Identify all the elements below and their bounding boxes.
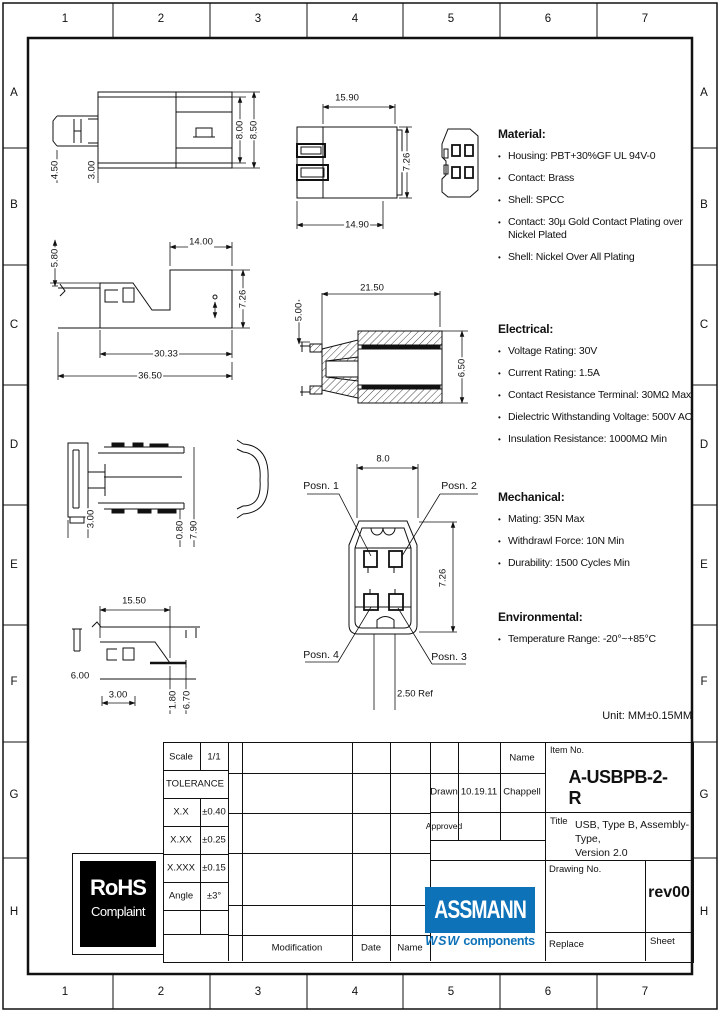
bullet: •: [498, 413, 501, 422]
dim-label: 7.26: [401, 152, 413, 172]
wsw-text: WSW: [425, 934, 461, 948]
spec-item: • Contact Resistance Terminal: 30MΩ Max: [498, 389, 691, 401]
bullet: •: [498, 391, 501, 400]
mechanical-heading: Mechanical:: [498, 490, 565, 504]
dim-label: 8.0: [376, 453, 390, 465]
sheet-label: Sheet: [650, 936, 675, 947]
grid-col-label: 6: [544, 986, 552, 998]
title-label: Title: [550, 816, 568, 827]
grid-row-label: F: [700, 676, 708, 688]
name-header: Name: [509, 752, 535, 764]
spec-item: • Current Rating: 1.5A: [498, 367, 600, 379]
grid-row-label: C: [699, 319, 709, 331]
grid-row-label: A: [700, 87, 708, 99]
assmann-tagline: [419, 934, 541, 948]
spec-item: • Dielectric Withstanding Voltage: 500V AC: [498, 411, 693, 423]
spec-item: • Temperature Range: -20°~+85°C: [498, 633, 656, 645]
material-heading: Material:: [498, 127, 546, 141]
spec-item: • Mating: 35N Max: [498, 513, 585, 525]
bullet: •: [498, 253, 501, 262]
grid-col-label: 5: [447, 13, 455, 25]
bullet: •: [498, 174, 501, 183]
grid-col-label: 7: [641, 13, 649, 25]
bullet: •: [498, 152, 501, 161]
dim-label: 7.26: [237, 289, 249, 309]
bullet: •: [498, 635, 501, 644]
spec-item: • Contact: Brass: [498, 172, 575, 184]
dim-label: 21.50: [360, 282, 384, 294]
tol-value: ±0.25: [202, 834, 226, 846]
grid-row-label: B: [10, 199, 18, 211]
date-label: Date: [360, 942, 382, 954]
dim-label: 2.50 Ref: [397, 688, 433, 700]
dim-label: 5.00: [293, 302, 305, 322]
replace-label: Replace: [549, 939, 584, 950]
grid-row-label: C: [9, 319, 19, 331]
approved-label: Approved: [425, 821, 463, 831]
dim-label: 15.90: [335, 92, 359, 104]
revision-value: rev00: [648, 884, 690, 901]
dim-label: 30.33: [154, 348, 178, 360]
grid-row-label: G: [699, 789, 709, 801]
grid-col-label: 6: [544, 13, 552, 25]
grid-col-label: 1: [61, 986, 69, 998]
components-text: components: [463, 934, 535, 948]
item-no-label: Item No.: [550, 745, 585, 755]
dim-label: 4.50: [49, 160, 61, 180]
grid-row-label: E: [700, 559, 708, 571]
dim-label: 3.00: [108, 689, 128, 701]
unit-note: Unit: MM±0.15MM: [602, 710, 692, 722]
grid-col-label: 2: [157, 13, 165, 25]
spec-item: • Insulation Resistance: 1000MΩ Min: [498, 433, 667, 445]
item-no-value: A-USBPB-2-R: [568, 767, 668, 808]
dim-label: 36.50: [138, 370, 162, 382]
spec-item: • Shell: SPCC: [498, 194, 565, 206]
bullet: •: [498, 435, 501, 444]
grid-col-label: 3: [254, 986, 262, 998]
grid-col-label: 4: [351, 986, 359, 998]
bullet: •: [498, 515, 501, 524]
dim-label: 5.80: [49, 248, 61, 268]
dim-label: 15.50: [122, 595, 146, 607]
grid-row-label: A: [10, 87, 18, 99]
assmann-logo-text: ASSMANN: [434, 895, 526, 924]
grid-row-label: D: [699, 439, 709, 451]
mechanical-specs: [498, 490, 700, 579]
dim-label: 14.90: [345, 219, 369, 231]
environmental-heading: Environmental:: [498, 610, 583, 624]
bullet: •: [498, 559, 501, 568]
view-retaining-clip: [237, 440, 268, 518]
grid-row-label: H: [9, 906, 19, 918]
dim-label: 3.00: [86, 160, 98, 180]
posn-4-label: Posn. 4: [303, 649, 339, 661]
drawing-title: [575, 818, 691, 860]
grid-row-label: E: [10, 559, 18, 571]
posn-3-label: Posn. 3: [431, 651, 467, 663]
grid-col-label: 3: [254, 13, 262, 25]
tol-key: Angle: [168, 890, 194, 902]
grid-col-label: 5: [447, 986, 455, 998]
bullet: •: [498, 537, 501, 546]
tol-key: X.X: [173, 806, 189, 818]
view-mating-face-small: [442, 129, 478, 197]
view-section: [298, 291, 468, 403]
spec-item: • Shell: Nickel Over All Plating: [498, 251, 635, 263]
grid-col-label: 4: [351, 13, 359, 25]
rohs-subtext: Complaint: [90, 904, 146, 919]
name-label: Name: [397, 942, 423, 954]
tol-value: ±0.15: [202, 862, 226, 874]
scale-label: Scale: [169, 751, 193, 763]
view-top: [297, 104, 412, 229]
tol-key: X.XX: [170, 834, 192, 846]
bullet: •: [498, 347, 501, 356]
grid-row-label: D: [9, 439, 19, 451]
tol-key: X.XXX: [167, 862, 195, 874]
drawing-title-line2: Version 2.0: [575, 847, 628, 859]
dim-label: 14.00: [189, 236, 213, 248]
grid-col-label: 7: [641, 986, 649, 998]
tol-value: ±0.40: [202, 806, 226, 818]
dim-label: 7.90: [188, 520, 200, 540]
dim-label: 7.26: [437, 568, 449, 588]
dim-label: 0.80: [174, 520, 186, 540]
drawn-date: 10.19.11: [460, 786, 498, 798]
grid-row-label: G: [9, 789, 19, 801]
bullet: •: [498, 369, 501, 378]
rohs-logo-inner: [80, 861, 156, 947]
spec-item: • Housing: PBT+30%GF UL 94V-0: [498, 150, 656, 162]
dim-label: 1.80: [167, 690, 179, 710]
drawn-name: Chappell: [503, 786, 541, 798]
view-front-face: [305, 464, 478, 710]
spec-item: • Withdrawl Force: 10N Min: [498, 535, 624, 547]
dim-label: 8.00: [234, 120, 246, 140]
grid-row-label: B: [700, 199, 708, 211]
dim-label: 6.00: [70, 670, 90, 682]
grid-col-label: 1: [61, 13, 69, 25]
grid-row-label: F: [10, 676, 18, 688]
material-specs: [498, 127, 700, 273]
environmental-specs: [498, 610, 700, 655]
bullet: •: [498, 218, 501, 227]
assmann-logo: [425, 887, 535, 933]
spec-item: • Durability: 1500 Cycles Min: [498, 557, 630, 569]
posn-2-label: Posn. 2: [441, 480, 477, 492]
view-pcb-side: [50, 240, 250, 380]
drawn-label: Drawn: [430, 786, 458, 798]
spec-item: • Voltage Rating: 30V: [498, 345, 598, 357]
rohs-logo: [72, 853, 164, 955]
spec-item: • Contact: 30µ Gold Contact Plating over Nickel Plated: [498, 216, 683, 241]
drawing-no-label: Drawing No.: [549, 864, 602, 875]
tolerance-label: TOLERANCE: [166, 778, 224, 790]
dim-label: 6.50: [456, 358, 468, 378]
dim-label: 8.50: [248, 120, 260, 140]
modification-label: Modification: [271, 942, 323, 954]
electrical-specs: [498, 322, 700, 455]
scale-value: 1/1: [207, 751, 221, 763]
tol-value: ±3°: [206, 890, 222, 902]
view-cable-side: [53, 92, 260, 183]
dim-label: 6.70: [181, 690, 193, 710]
dim-label: 3.00: [85, 509, 97, 529]
bullet: •: [498, 196, 501, 205]
grid-col-label: 2: [157, 986, 165, 998]
grid-row-label: H: [699, 906, 709, 918]
electrical-heading: Electrical:: [498, 322, 554, 336]
rohs-text: RoHS: [90, 875, 146, 900]
posn-1-label: Posn. 1: [303, 480, 339, 492]
drawing-title-line1: USB, Type B, Assembly-Type,: [575, 819, 690, 845]
